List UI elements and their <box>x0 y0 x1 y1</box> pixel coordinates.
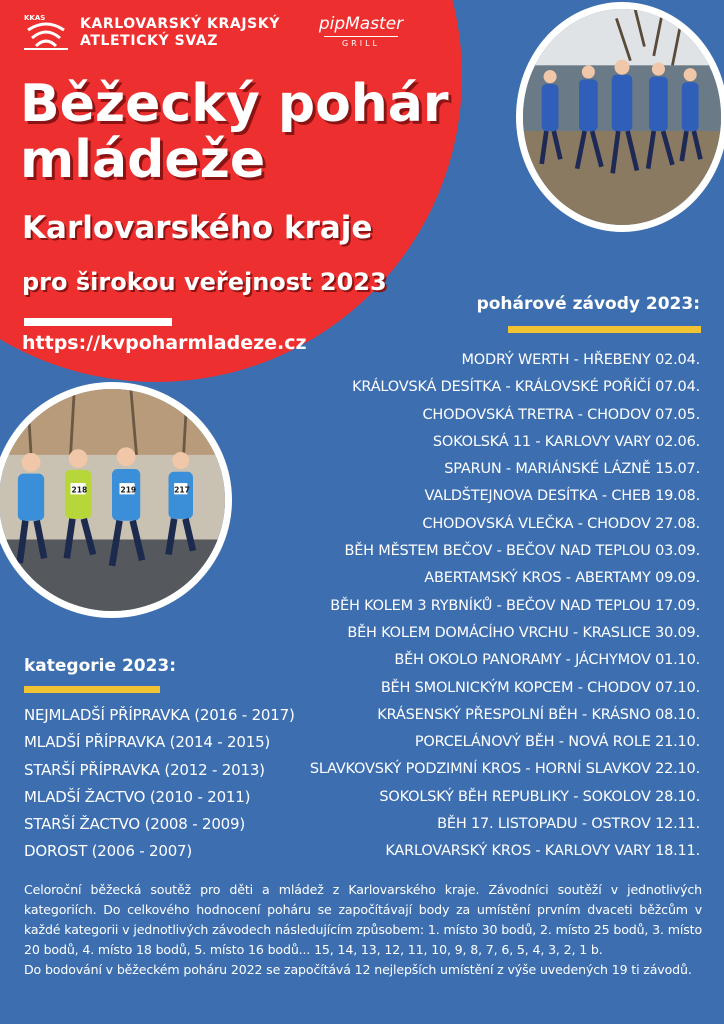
description <box>24 880 702 980</box>
race-item: SLAVKOVSKÝ PODZIMNÍ KROS - HORNÍ SLAVKOV 22.10. <box>309 761 700 778</box>
race-item: MODRÝ WERTH - HŘEBENY 02.04. <box>461 352 700 368</box>
race-item: BĚH SMOLNICKÝM KOPCEM - CHODOV 07.10. <box>380 679 700 696</box>
sponsor-divider <box>324 36 398 37</box>
race-item: BĚH MĚSTEM BEČOV - BEČOV NAD TEPLOU 03.09. <box>344 543 700 560</box>
races-underline <box>508 326 701 333</box>
bib-218: 218 <box>71 485 88 495</box>
race-item: BĚH KOLEM 3 RYBNÍKŮ - BEČOV NAD TEPLOU 17.09. <box>330 597 700 614</box>
category-item: MLADŠÍ PŘÍPRAVKA (2014 - 2015) <box>24 733 271 752</box>
divider-bar <box>24 318 172 326</box>
race-item: CHODOVSKÁ TRETRA - CHODOV 07.05. <box>422 406 700 423</box>
title-line2: mládeže <box>20 130 266 190</box>
runners-photo-top <box>516 2 724 232</box>
organization-name <box>80 16 280 50</box>
race-item: KRÁSENSKÝ PŘESPOLNÍ BĚH - KRÁSNO 08.10. <box>377 706 700 723</box>
race-item: BĚH OKOLO PANORAMY - JÁCHYMOV 01.10. <box>394 652 700 669</box>
bib-219: 219 <box>120 485 137 495</box>
page-subtitle: Karlovarského kraje <box>22 210 373 246</box>
page-title <box>20 76 449 188</box>
org-name-line1: KARLOVARSKÝ KRAJSKÝ <box>80 16 280 32</box>
category-item: NEJMLADŠÍ PŘÍPRAVKA (2016 - 2017) <box>24 706 295 724</box>
description-paragraph-1: Celoroční běžecká soutěž pro děti a mládež z Karlovarského kraje. Závodníci soutěží v jednotlivých kategoriích. Do celkového hodnocení poháru se započítávají body za umístění prvním dvaceti běžcům v každé kategorii v jednotlivých závodech následujícím způsobem: 1. místo 30 bodů, 2. místo 25 bodů, 3. místo 20 bodů, 4. místo 18 bodů, 5. místo 16 bodů... 15, 14, 13, 12, 11, 10, 9, 8, 7, 6, 5, 4, 3, 2, 1 b. <box>24 882 702 957</box>
categories-list <box>24 702 295 866</box>
description-paragraph-2: Do bodování v běžeckém poháru 2022 se započítává 12 nejlepších umístění z výše uvedených 19 ti závodů. <box>24 962 692 977</box>
sponsor-name: pipMaster <box>318 14 404 34</box>
kkas-logo-text: KKAS <box>24 14 46 22</box>
runners-photo-left <box>0 382 232 618</box>
category-item: MLADŠÍ ŽACTVO (2010 - 2011) <box>24 787 251 806</box>
org-name-line2: ATLETICKÝ SVAZ <box>80 33 219 49</box>
race-item: SOKOLSKÁ 11 - KARLOVY VARY 02.06. <box>432 433 700 450</box>
race-item: SOKOLSKÝ BĚH REPUBLIKY - SOKOLOV 28.10. <box>379 788 700 805</box>
race-item: ABERTAMSKÝ KROS - ABERTAMY 09.09. <box>424 570 700 587</box>
race-item: SPARUN - MARIÁNSKÉ LÁZNĚ 15.07. <box>444 461 700 478</box>
category-item: STARŠÍ ŽACTVO (2008 - 2009) <box>24 815 245 834</box>
sponsor-subtitle: GRILL <box>341 39 381 48</box>
category-item: STARŠÍ PŘÍPRAVKA (2012 - 2013) <box>24 760 265 779</box>
kkas-logo <box>22 12 70 52</box>
bib-217: 217 <box>174 485 190 495</box>
category-item: DOROST (2006 - 2007) <box>24 842 193 861</box>
race-item: CHODOVSKÁ VLEČKA - CHODOV 27.08. <box>422 515 700 532</box>
website-link[interactable]: https://kvpoharmladeze.cz <box>22 332 307 354</box>
race-item: VALDŠTEJNOVA DESÍTKA - CHEB 19.08. <box>424 488 700 505</box>
races-list <box>280 347 700 866</box>
page-tagline: pro širokou veřejnost 2023 <box>22 268 387 296</box>
races-heading: pohárové závody 2023: <box>476 294 700 314</box>
race-item: BĚH 17. LISTOPADU - OSTROV 12.11. <box>437 816 700 833</box>
race-item: PORCELÁNOVÝ BĚH - NOVÁ ROLE 21.10. <box>414 734 700 751</box>
categories-underline <box>24 686 160 693</box>
title-line1: Běžecký pohár <box>20 74 449 134</box>
race-item: KARLOVARSKÝ KROS - KARLOVY VARY 18.11. <box>385 843 700 860</box>
sponsor-logo <box>318 14 404 48</box>
race-item: KRÁLOVSKÁ DESÍTKA - KRÁLOVSKÉ POŘÍČÍ 07.04. <box>352 379 700 396</box>
race-item: BĚH KOLEM DOMÁCÍHO VRCHU - KRASLICE 30.09. <box>347 624 700 641</box>
categories-heading: kategorie 2023: <box>24 656 177 676</box>
